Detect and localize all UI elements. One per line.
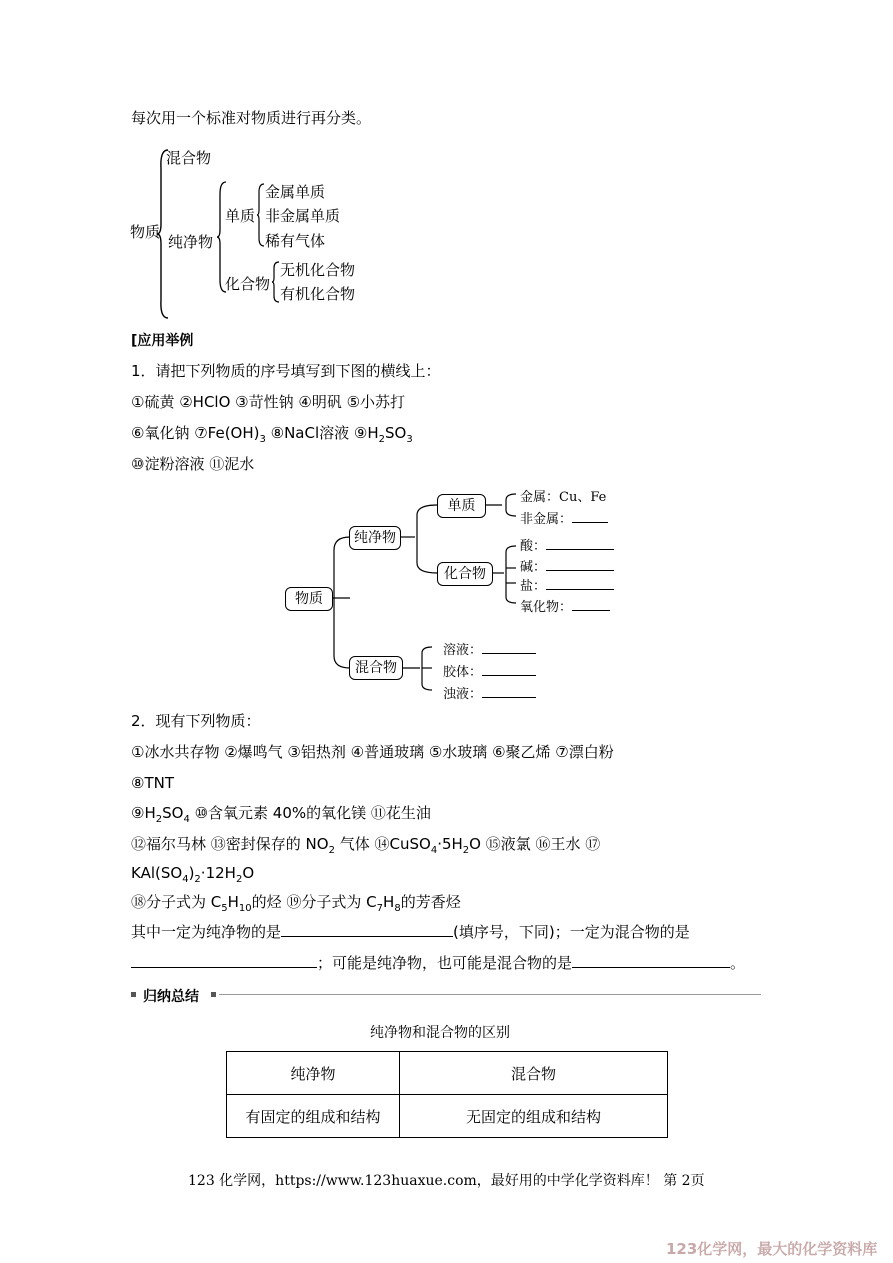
tree2-compound-box: 化合物 [437,562,493,586]
tree2-metal: 金属：Cu、Fe [520,490,607,505]
tree-noble: 稀有气体 [265,232,326,250]
q2-line5: $KAl(SO_4)_2\cdot 12H_2O$ [131,864,255,885]
q1-line2: ⑥氧化钠 $⑦Fe(OH)_3$ ⑧NaCl溶液 $⑨H_2SO_3$ [131,424,413,445]
answer-blank-pure[interactable] [281,936,453,937]
q2-ask-line2: ；可能是纯净物，也可能是混合物的是 。 [131,953,745,973]
tree2-element-box: 单质 [437,494,486,518]
watermark: 123化学网，最大的化学资料库 [666,1240,878,1258]
table-header-mixture: 混合物 [400,1052,668,1095]
summary-heading: 归纳总结 [143,989,199,1005]
tree2-nonmetal: 非金属： [520,508,608,527]
section-heading: [应用举例 [131,333,194,349]
tree2-solution: 溶液： [443,639,536,658]
tree-element: 单质 [225,207,256,225]
q2-line4: ⑫福尔马林 ⑬密封保存的 $NO_2$ 气体 $⑭CuSO_4\cdot 5H_2O$ ⑮液氯 ⑯王水 ⑰ [131,835,601,856]
table-header-pure: 纯净物 [227,1052,400,1095]
table-title: 纯净物和混合物的区别 [370,1025,510,1041]
tree2-pure-box: 纯净物 [349,526,401,550]
tree-pure: 纯净物 [168,233,214,251]
tree2-colloid: 胶体： [443,661,536,680]
q2-line6: ⑱分子式为 $C_5H_{10}$的烃 ⑲分子式为 $C_7H_8$的芳香烃 [131,893,461,914]
q1-line1: ①硫黄 ②HClO ③苛性钠 ④明矾 ⑤小苏打 [131,393,406,411]
tree2-root-box: 物质 [285,587,333,611]
summary-bar [131,986,761,1004]
tree-inorganic: 无机化合物 [280,261,356,279]
table-cell-pure: 有固定的组成和结构 [227,1095,400,1138]
answer-blank-mixture[interactable] [131,967,317,968]
tree-organic: 有机化合物 [280,285,356,303]
tree-compound: 化合物 [225,275,271,293]
page-footer: 123 化学网，https://www.123huaxue.com，最好用的中学化学资料库！ 第 2页 [188,1173,705,1189]
table-cell-mixture: 无固定的组成和结构 [400,1095,668,1138]
comparison-table [226,1051,668,1138]
tree-mixture: 混合物 [166,149,212,167]
q1-prompt: 1．请把下列物质的序号填写到下图的横线上： [131,362,441,380]
q2-ask-line1: 其中一定为纯净物的是 (填序号，下同)；一定为混合物的是 [131,923,690,941]
tree-root: 物质 [130,223,161,241]
q2-prompt: 2．现有下列物质： [131,712,261,730]
tree2-salt: 盐： [520,575,614,594]
intro-text: 每次用一个标准对物质进行再分类。 [131,109,372,127]
tree2-base: 碱： [520,556,614,575]
tree2-mixture-box: 混合物 [349,656,403,680]
q2-line3: $⑨H_2SO_4$ ⑩含氧元素 40%的氧化镁 ⑪花生油 [131,804,431,825]
tree2-turbid: 浊液： [443,683,536,702]
tree2-acid: 酸： [520,535,614,554]
tree-nonmetal: 非金属单质 [265,207,341,225]
q1-line3: ⑩淀粉溶液 ⑪泥水 [131,455,255,473]
tree2-oxide: 氧化物： [520,596,610,615]
tree-metal: 金属单质 [265,183,326,201]
q2-line2: ⑧TNT [131,774,174,792]
q2-line1: ①冰水共存物 ②爆鸣气 ③铝热剂 ④普通玻璃 ⑤水玻璃 ⑥聚乙烯 ⑦漂白粉 [131,743,614,761]
answer-blank-either[interactable] [572,967,730,968]
